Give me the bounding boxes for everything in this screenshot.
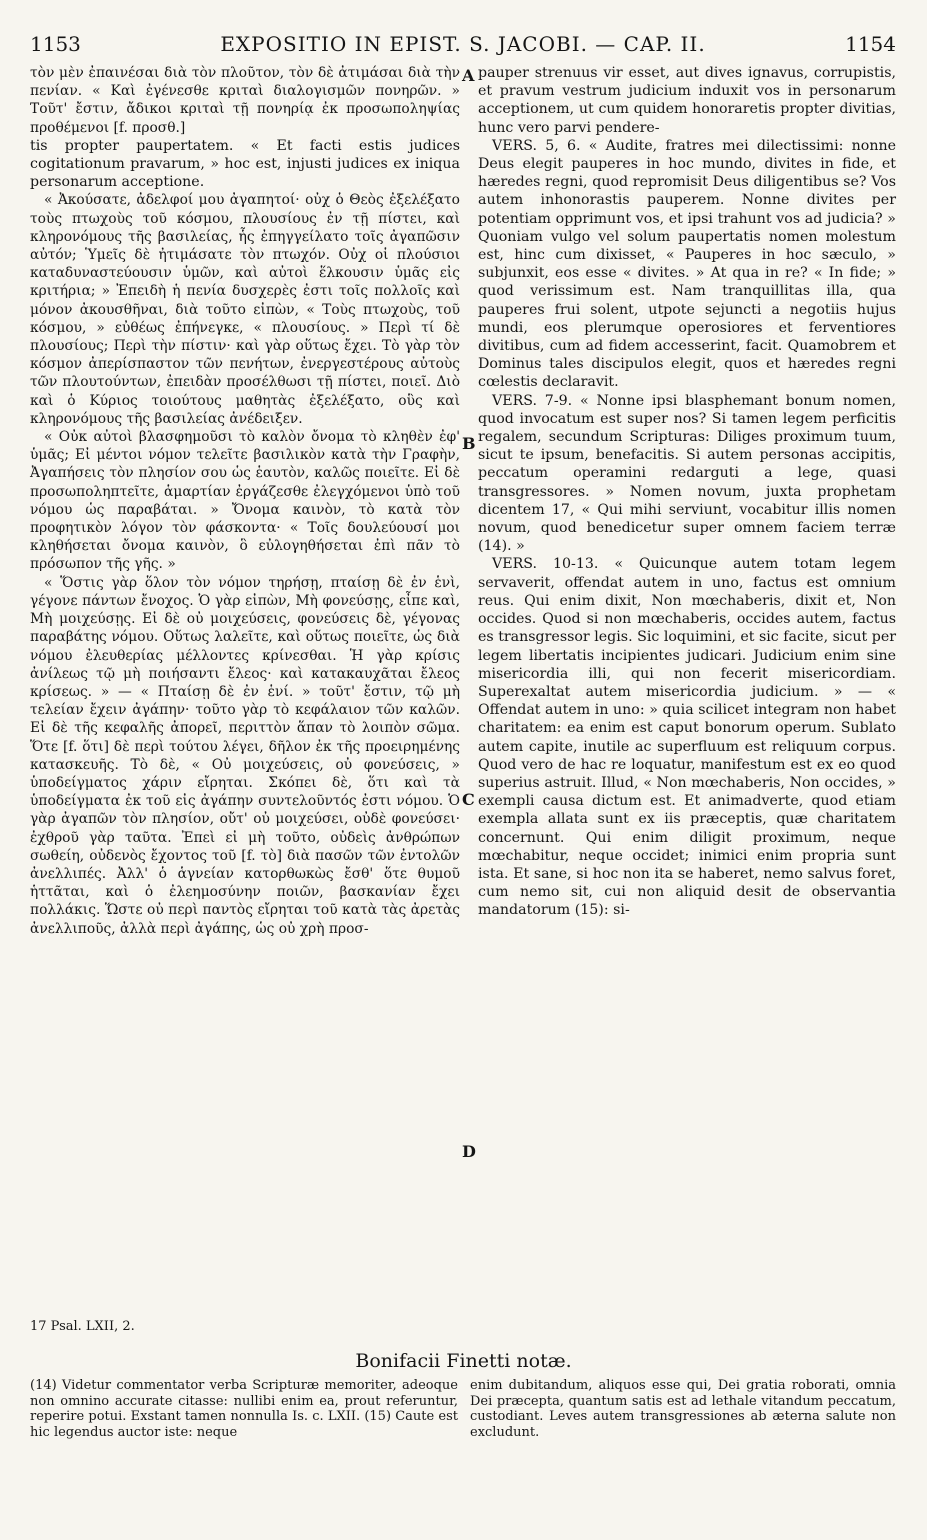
greek-column	[30, 64, 460, 938]
latin-column	[478, 64, 896, 920]
latin-paragraph: VERS. 7-9. « Nonne ipsi blasphemant bonum nomen, quod invocatum est super nos? Si tamen legem perficitis regalem, secundum Scripturas: Diliges proximum tuum, sicut te ipsum, benefacitis. Si autem personas accipitis, peccatum operamini redarguti a lege, quasi transgressores. » Nomen novum, juxta prophetam dicentem 17, « Qui mihi serviunt, vocabitur illis nomen novum, quod benedicetur super omnem faciem terræ (14). »	[478, 392, 896, 555]
margin-marker-b: B	[462, 434, 476, 453]
margin-marker-d: D	[462, 1142, 476, 1161]
margin-marker-c: C	[462, 790, 475, 809]
latin-paragraph: VERS. 5, 6. « Audite, fratres mei dilectissimi: nonne Deus elegit pauperes in hoc mundo, divites in fide, et hæredes regni, quod repromisit Deus diligentibus se? Vos autem inhonorastis pauperem. Nonne divites per potentiam opprimunt vos, et ipsi trahunt vos ad judicia? » Quoniam vulgo vel solum paupertatis nomen molestum est, hinc cum dixisset, « Pauperes in hoc sæculo, » subjunxit, eos esse « divites. » At qua in re? « In fide; » quod verissimum est. Nam tranquillitas illa, qua pauperes frui solent, utpote sejuncti a negotiis hujus mundi, eos plerumque operosiores et ferventiores divitibus, cum ad fidem accesserint, facit. Quamobrem et Dominus tales discipulos elegit, quos et hæredes regni cœlestis declaravit.	[478, 137, 896, 391]
greek-paragraph: τὸν μὲν ἐπαινέσαι διὰ τὸν πλοῦτον, τὸν δὲ ἀτιμάσαι διὰ τὴν πενίαν. « Καὶ ἐγένεσθε κριταὶ διαλογισμῶν πονηρῶν. » Τοῦτ' ἔστιν, ἄδικοι κριταὶ τῇ πονηρίᾳ ἐκ προσωποληψίας προθέμενοι [f. προσθ.]	[30, 65, 460, 136]
right-page-number: 1154	[845, 32, 896, 56]
page-header	[30, 32, 896, 58]
footnote: 17 Psal. LXII, 2.	[30, 1319, 135, 1334]
left-page-number: 1153	[30, 32, 81, 56]
greek-paragraph: tis propter paupertatem. « Et facti estis judices cogitationum pravarum, » hoc est, injusti judices ex iniqua personarum acceptione.	[30, 137, 460, 191]
notes-right-column: enim dubitandum, aliquos esse qui, Dei gratia roborati, omnia Dei præcepta, quantum satis est ad lethale vitandum peccatum, custodiant. Leves autem transgressiones ab æterna salute non excludunt.	[470, 1378, 896, 1440]
notes-heading: Bonifacii Finetti notæ.	[355, 1350, 572, 1372]
greek-paragraph: « Ἀκούσατε, ἀδελφοί μου ἀγαπητοί· οὐχ ὁ Θεὸς ἐξελέξατο τοὺς πτωχοὺς τοῦ κόσμου, πλουσίους ἐν τῇ πίστει, καὶ κληρονόμους τῆς βασιλείας, ἧς ἐπηγγείλατο τοῖς ἀγαπῶσιν αὐτόν; Ὑμεῖς δὲ ἠτιμάσατε τὸν πτωχόν. Οὐχ οἱ πλούσιοι καταδυναστεύουσιν ὑμῶν, καὶ αὐτοὶ ἕλκουσιν ὑμᾶς εἰς κριτήρια; » Ἐπειδὴ ἡ πενία δυσχερὲς ἐστι τοῖς πολλοῖς καὶ μόνον ἀκουσθῆναι, διὰ τοῦτο εἰπὼν, « Τοὺς πτωχοὺς, τοῦ κόσμου, » εὐθέως ἐπήνεγκε, « πλουσίους. » Περὶ τί δὲ πλουσίους; Περὶ τὴν πίστιν· καὶ γὰρ οὕτως ἔχει. Τὸ γὰρ τὸν κόσμον ἀπερίσπαστον τῶν πενήτων, ἐνεργεστέρους αὐτοὺς τῶν πλουτούντων, ἐπειδὰν προσέλθωσι τῇ πίστει, ποιεῖ. Διὸ καὶ ὁ Κύριος τοιούτους μαθητὰς ἐξελέξατο, οὓς καὶ κληρονόμους τῆς βασιλείας ἀνέδειξεν.	[30, 192, 460, 427]
footnote-area	[30, 1318, 896, 1335]
notes-left-column: (14) Videtur commentator verba Scripturæ memoriter, adeoque non omnino accurate citasse: nullibi enim ea, prout referuntur, reperire potui. Exstant tamen nonnulla Is. c. LXII. (15) Caute est hic legendus auctor iste: neque	[30, 1378, 458, 1440]
latin-paragraph: VERS. 10-13. « Quicunque autem totam legem servaverit, offendat autem in uno, factus est omnium reus. Qui enim dixit, Non mœchaberis, dixit et, Non occides. Quod si non mœchaberis, occides autem, factus es transgressor legis. Sic loquimini, et sic facite, sicut per legem libertatis incipientes judicari. Judicium enim sine misericordia illi, qui non fecerit misericordiam. Superexaltat autem misericordia judicium. » — « Offendat autem in uno: » quia scilicet integram non habet charitatem: ea enim est caput bonorum operum. Sublato autem capite, inutile ac superfluum est reliquum corpus. Quod vero de hac re loquatur, manifestum est ex eo quod superius astruit. Illud, « Non mœchaberis, Non occides, » exempli causa dictum est. Et animadverte, quod etiam exempla allata sunt ex iis præceptis, quæ charitatem concernunt. Qui enim diligit proximum, neque mœchabitur, neque occidet; inimici enim propria sunt ista. Et sane, si hoc non ita se haberet, nemo salvus foret, cum nemo sit, cui non aliquid desit de observantia mandatorum (15): si-	[478, 556, 896, 919]
greek-paragraph: « Ὅστις γὰρ ὅλον τὸν νόμον τηρήσῃ, πταίσῃ δὲ ἐν ἑνὶ, γέγονε πάντων ἔνοχος. Ὁ γὰρ εἰπὼν, Μὴ φονεύσῃς, εἶπε καὶ, Μὴ μοιχεύσῃς. Εἰ δὲ οὐ μοιχεύσεις, φονεύσεις δὲ, γέγονας παραβάτης νόμου. Οὕτως λαλεῖτε, καὶ οὕτως ποιεῖτε, ὡς διὰ νόμου ἐλευθερίας μέλλοντες κρίνεσθαι. Ἡ γὰρ κρίσις ἀνίλεως τῷ μὴ ποιήσαντι ἔλεος· καὶ κατακαυχᾶται ἔλεος κρίσεως. » — « Πταίσῃ δὲ ἐν ἑνί. » τοῦτ' ἔστιν, τῷ μὴ τελείαν ἔχειν ἀγάπην· τοῦτο γὰρ τὸ κεφάλαιον τῶν καλῶν. Εἰ δὲ τῆς κεφαλῆς ἀπορεῖ, περιττὸν ἅπαν τὸ λοιπὸν σῶμα. Ὅτε [f. ὅτι] δὲ περὶ τούτου λέγει, δῆλον ἐκ τῆς προειρημένης κατασκευῆς. Τὸ δὲ, « Οὐ μοιχεύσεις, οὐ φονεύσεις, » ὑποδείγματος χάριν εἴρηται. Σκόπει δὲ, ὅτι καὶ τὰ ὑποδείγματα ἐκ τοῦ εἰς ἀγάπην συντελοῦντός ἐστι νόμου. Ὁ γὰρ ἀγαπῶν τὸν πλησίον, οὔτ' οὐ μοιχεύσει, οὐδὲ φονεύσει· ἐχθροῦ γὰρ ταῦτα. Ἐπεὶ εἰ μὴ τοῦτο, οὐδεὶς ἀνθρώπων σωθείη, οὐδενὸς ἔχοντος τοῦ [f. τὸ] διὰ πασῶν τῶν ἐντολῶν ἀνελλιπές. Ἀλλ' ὁ ἁγνείαν κατορθωκὼς ἔσθ' ὅτε θυμοῦ ἡττᾶται, καὶ ὁ ἐλεημοσύνην ποιῶν, βασκανίαν ἔχει πολλάκις. Ὥστε οὐ περὶ παντὸς εἴρηται τοῦ κατὰ τὰς ἀρετὰς ἀνελλιποῦς, ἀλλὰ περὶ ἀγάπης, ὡς οὐ χρὴ προσ-	[30, 574, 460, 937]
latin-paragraph: pauper strenuus vir esset, aut dives ignavus, corrupistis, et pravum vestrum judicium induxit vos in personarum acceptionem, ut cum quidem honoraretis propter divitias, hunc vero parvi pendere-	[478, 65, 896, 136]
greek-paragraph: « Οὐκ αὐτοὶ βλασφημοῦσι τὸ καλὸν ὄνομα τὸ κληθὲν ἐφ' ὑμᾶς; Εἰ μέντοι νόμον τελεῖτε βασιλικὸν κατὰ τὴν Γραφὴν, Ἀγαπήσεις τὸν πλησίον σου ὡς ἑαυτὸν, καλῶς ποιεῖτε. Εἰ δὲ προσωποληπτεῖτε, ἁμαρτίαν ἐργάζεσθε ἐλεγχόμενοι ὑπὸ τοῦ νόμου ὡς παραβάται. » Ὄνομα καινὸν, τὸ κατὰ τὸν προφητικὸν λόγον τὸν φάσκοντα· « Τοῖς δουλεύουσί μοι κληθήσεται ὄνομα καινὸν, ὃ εὐλογηθήσεται ἐπὶ πᾶν τὸ πρόσωπον τῆς γῆς. »	[30, 429, 460, 573]
margin-marker-a: A	[462, 66, 475, 85]
running-title: EXPOSITIO IN EPIST. S. JACOBI. — CAP. II.	[220, 32, 706, 56]
